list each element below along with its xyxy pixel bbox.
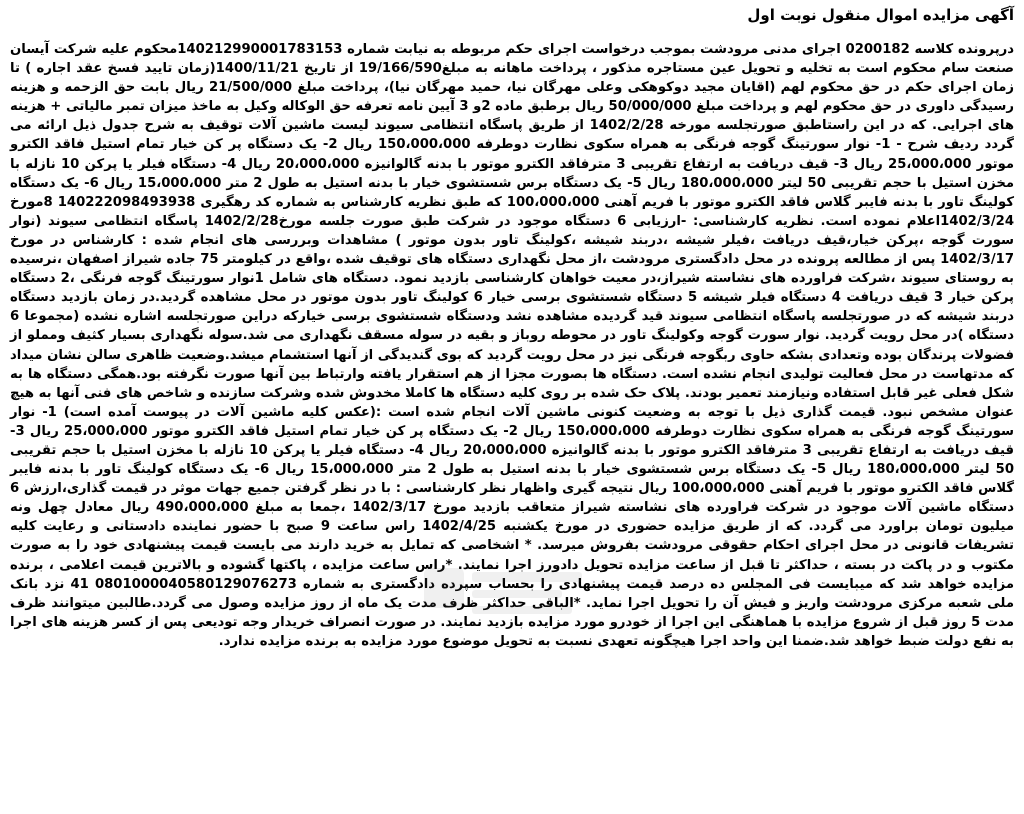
notice-body: درپرونده کلاسه 0200182 اجرای مدنی مرودشت بموجب درخواست اجرای حکم مربوطه به نیابت شماره 140212990001783153محکوم علیه شرکت آیسان صنعت سام محکوم است به تخلیه و تحویل عین مستاجره مذکور ، پرداخت ماهانه به مبلغ19/166/590 از تاریخ 1400/11/21(زمان تایید فسخ عقد اجاره ) تا زمان اجرای حکم در حق محکوم لهم (اقایان مجید دوکوهکی وعلی مهرگان نیا، حمید مهرگان نیا)، پرداخت مبلغ 21/500/000 ریال بابت حق الزحمه و هزینه رسیدگی داوری در حق محکوم لهم و پرداخت مبلغ 50/000/000 ریال برطبق ماده 2و 3 آیین نامه تعرفه حق الوکاله وکیل به ماخذ میزان تمبر مالیاتی + هزینه های اجرایی. که در این راستاطبق صورتجلسه مورخه 1402/2/28 از طریق پاسگاه انتظامی سیوند لیست ماشین آلات توقیف به شرح جدول ذیل ارائه می گردد ردیف شرح - 1- نوار سورتینگ گوجه فرنگی به همراه سکوی نظارت دوطرفه 150،000،000 ریال 2- یک دستگاه پر کن خیار تمام استیل فاقد الکترو موتور 25،000،000 ریال 3- قیف دریافت به ارتفاع تقریبی 3 مترفاقد الکترو موتور با بدنه گالوانیزه 20،000،000 ریال 4- دستگاه فیلر یا پرکن 10 نازله با مخزن استیل با حجم تقریبی 50 لیتر 180،000،000 ریال 5- یک دستگاه برس شستشوی خیار با بدنه استیل به طول 2 متر 15،000،000 ریال 6- یک دستگاه کولینگ تاور با بدنه فایبر گلاس فاقد الکترو موتور با فریم آهنی 100،000،000 که طبق نظریه کارشناس به شماره کد رهگیری 140222098493938 8مورخ 1402/3/24اعلام نموده است. نظریه کارشناسی: -ارزیابی 6 دستگاه موجود در شرکت طبق صورت جلسه مورخ1402/2/28 پاسگاه انتظامی سیوند (نوار سورت گوجه ،پرکن خیار،قیف دریافت ،فیلر شیشه ،دربند شیشه ،کولینگ تاور بدون موتور ) مشاهدات وبررسی های انجام شده : کارشناس در مورخ 1402/3/17 پس از مطالعه پرونده در محل دادگستری مرودشت ،از محل نگهداری دستگاه های توقیف شده ،واقع در کیلومتر 75 جاده شیراز اصفهان ،نرسیده به روستای سیوند ،شرکت فراورده های نشاسته شیراز،در معیت خواهان کارشناسی بازدید نمود. دستگاه های شامل 1نوار سورتینگ گوجه فرنگی ،2 دستگاه پرکن خیار 3 قیف دریافت 4 دستگاه فیلر شیشه 5 دستگاه شستشوی برسی خیار 6 کولینگ تاور بدون موتور در محل مشاهده گردید.در زمان بازدید دستگاه دربند شیشه که در صورتجلسه پاسگاه انتظامی سیوند قید گردیده مشاهده نشد ودستگاه شستشوی برسی خیارکه دراین صورتجلسه اشاره نشده (مجموعا 6 دستگاه )در محل رویت گردید. نوار سورت گوجه وکولینگ تاور در محوطه روباز و بقیه در سوله مسقف نگهداری می شد.سوله نگهداری بسیار کثیف ومملو از فضولات پرندگان بوده وتعدادی بشکه حاوی ربگوجه فرنگی نیز در محل رویت گردید که بوی گندیدگی از آنها استشمام میشد.وضعیت ظاهری سالن نشان میداد که مدتهاست در محل فعالیت تولیدی انجام نشده است. دستگاه ها بصورت مجزا از هم استقرار یافته وارتباط بین آنها صورت نگرفته بود.همگی دستگاه ها به شکل فعلی غیر قابل استفاده ونیازمند تعمیر بودند. پلاک حک شده بر روی کلیه دستگاه ها کاملا مخدوش شده وشرکت سازنده و شاخص های فنی آنها به هیچ عنوان مشخص نبود. قیمت گذاری ذیل با توجه به وضعیت کنونی ماشین آلات انجام شده است :(عکس کلیه ماشین آلات در پیوست آمده است) 1- نوار سورتینگ گوجه فرنگی به همراه سکوی نظارت دوطرفه 150،000،000 ریال 2- یک دستگاه پر کن خیار تمام استیل فاقد الکترو موتور 25،000،000 ریال 3- قیف دریافت به ارتفاع تقریبی 3 مترفاقد الکترو موتور با بدنه گالوانیزه 20،000،000 ریال 4- دستگاه فیلر یا پرکن 10 نازله با مخزن استیل با حجم تقریبی 50 لیتر 180،000،000 ریال 5- یک دستگاه برس شستشوی خیار با بدنه استیل به طول 2 متر 15،000،000 ریال 6- یک دستگاه کولینگ تاور با بدنه فایبر گلاس فاقد الکترو موتور با فریم آهنی 100،000،000 ریال نتیجه گیری واظهار نظر کارشناسی : با در نظر گرفتن جمیع جهات موثر در قیمت گذاری،ارزش 6 دستگاه ماشین آلات موجود در شرکت فراورده های نشاسته شیراز متعاقب بازدید مورخ 1402/3/17 ،جمعا به مبلغ 490،000،000 ریال معادل چهل ونه میلیون تومان براورد می گردد. که از طریق مزایده حضوری در مورخ یکشنبه 1402/4/25 راس ساعت 9 صبح با حضور نماینده دادستانی و رعایت کلیه تشریفات قانونی در محل اجرای احکام حقوقی مرودشت بفروش میرسد. * اشخاصی که تمایل به خرید دارند می بایست قیمت پیشنهادی خود را به صورت مکتوب و در پاکت در بسته ، حداکثر تا قبل از ساعت مزایده تحویل دادورز اجرا نمایند. *راس ساعت مزایده ، پاکتها گشوده و بالاترین قیمت اعلامی ، برنده مزایده خواهد شد که میبایست فی المجلس ده درصد قیمت پیشنهادی را بحساب سپرده دادگستری به شماره 0801000040580129076273 41 نزد بانک ملی شعبه مرکزی مرودشت واریز و فیش آن را تحویل اجرا نماید. *الباقی حداکثر ظرف مدت یک ماه از روز مزایده وصول می گردد.طالبین میتوانند ظرف مدت 5 روز قبل از شروع مزایده با هماهنگی این اجرا از خودرو مورد مزایده بازدید نمایند. در صورت انصراف خریدار وجه تودیعی پس از کسر هزینه های اجرا به نفع دولت ضبط خواهد شد.ضمنا این واحد اجرا هیچگونه تعهدی نسبت به تحویل موضوع مورد مزایده به برنده مزایده ندارد.	[10, 42, 1015, 649]
notice-title: آگهی مزایده اموال منقول نوبت اول	[747, 6, 1014, 24]
